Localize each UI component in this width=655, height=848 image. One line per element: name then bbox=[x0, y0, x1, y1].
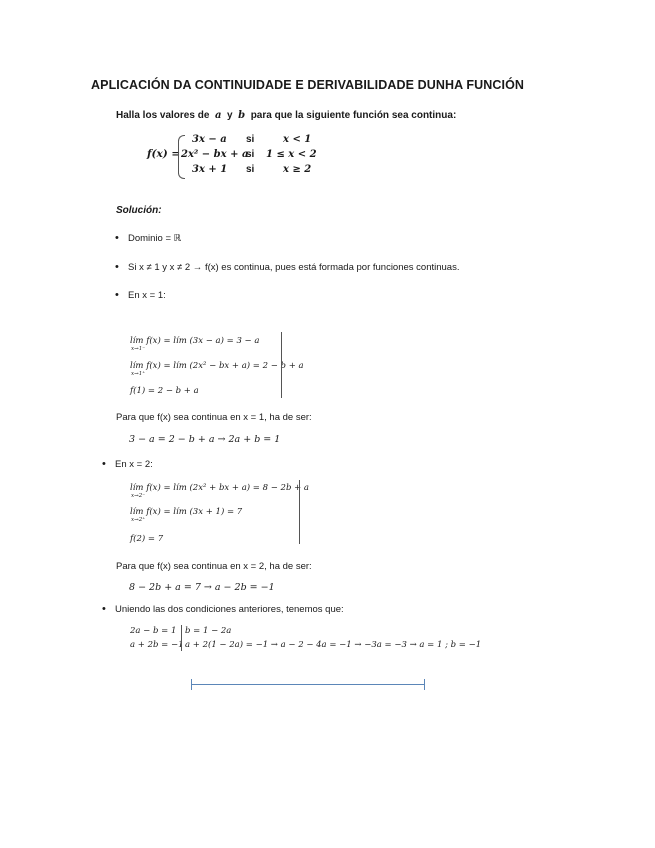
piece-3-si: si bbox=[246, 164, 255, 175]
rule-right-tick bbox=[424, 679, 425, 690]
solution-heading: Solución: bbox=[116, 205, 162, 216]
x1-condition-text: Para que f(x) sea continua en x = 1, ha de ser: bbox=[116, 412, 312, 423]
problem-statement bbox=[116, 110, 456, 121]
statement-prefix: Halla los valores de bbox=[116, 110, 210, 121]
variable-b: b bbox=[238, 110, 246, 121]
x1-lim-right-sub: x→1⁺ bbox=[131, 371, 146, 377]
piece-3-expr: 3x + 1 bbox=[192, 164, 228, 175]
bullet-domain: • Dominio = ℝ bbox=[128, 233, 181, 244]
x2-lim-left-sub: x→2⁻ bbox=[131, 493, 146, 499]
piece-1-si: si bbox=[246, 134, 255, 145]
piece-2-expr: 2x² − bx + a bbox=[181, 149, 249, 160]
bullet-continuity: • Si x ≠ 1 y x ≠ 2 → f(x) es continua, pues está formada por funciones continuas. bbox=[128, 262, 459, 273]
system-eq1: 2a − b = 1 bbox=[130, 626, 177, 636]
x2-right-brace bbox=[295, 480, 300, 544]
x1-equation: 3 − a = 2 − b + a → 2a + b = 1 bbox=[129, 434, 281, 445]
piece-2-cond: 1 ≤ x < 2 bbox=[266, 149, 317, 160]
x2-lim-left: lím f(x) = lím (2x² + bx + a) = 8 − 2b + a bbox=[130, 483, 309, 493]
x1-lim-right: lím f(x) = lím (2x² − bx + a) = 2 − b + a bbox=[130, 361, 304, 371]
system-eq2: a + 2b = −1 bbox=[130, 640, 184, 650]
piece-2-si: si bbox=[246, 149, 255, 160]
x2-equation: 8 − 2b + a = 7 → a − 2b = −1 bbox=[129, 582, 275, 593]
x1-lim-left: lím f(x) = lím (3x − a) = 3 − a bbox=[130, 336, 260, 346]
x2-value: f(2) = 7 bbox=[130, 534, 164, 544]
system-sol2: a + 2(1 − 2a) = −1 → a − 2 − 4a = −1 → −3a = −3 → a = 1 ; b = −1 bbox=[185, 640, 482, 650]
bullet-joining: • Uniendo las dos condiciones anteriores, tenemos que: bbox=[115, 604, 344, 615]
horizontal-rule bbox=[191, 684, 425, 685]
system-sol1: b = 1 − 2a bbox=[185, 626, 232, 636]
x2-lim-right: lím f(x) = lím (3x + 1) = 7 bbox=[130, 507, 243, 517]
system-brace bbox=[178, 625, 182, 651]
x2-condition-text: Para que f(x) sea continua en x = 2, ha de ser: bbox=[116, 561, 312, 572]
x1-right-brace bbox=[277, 332, 282, 398]
statement-suffix: para que la siguiente función sea continua: bbox=[250, 110, 457, 121]
piece-1-expr: 3x − a bbox=[192, 134, 227, 145]
bullet-at-x1: • En x = 1: bbox=[128, 290, 166, 301]
page-title: APLICACIÓN DA CONTINUIDADE E DERIVABILIDADE DUNHA FUNCIÓN bbox=[91, 78, 525, 92]
x1-value: f(1) = 2 − b + a bbox=[130, 386, 199, 396]
bullet-at-x2: • En x = 2: bbox=[115, 459, 153, 470]
piece-1-cond: x < 1 bbox=[283, 134, 312, 145]
rule-left-tick bbox=[191, 679, 192, 690]
x2-lim-right-sub: x→2⁺ bbox=[131, 517, 146, 523]
piece-3-cond: x ≥ 2 bbox=[283, 164, 312, 175]
statement-y: y bbox=[227, 110, 233, 121]
function-label: f(x) = bbox=[147, 148, 181, 160]
x1-lim-left-sub: x→1⁻ bbox=[131, 346, 146, 352]
variable-a: a bbox=[214, 110, 222, 121]
